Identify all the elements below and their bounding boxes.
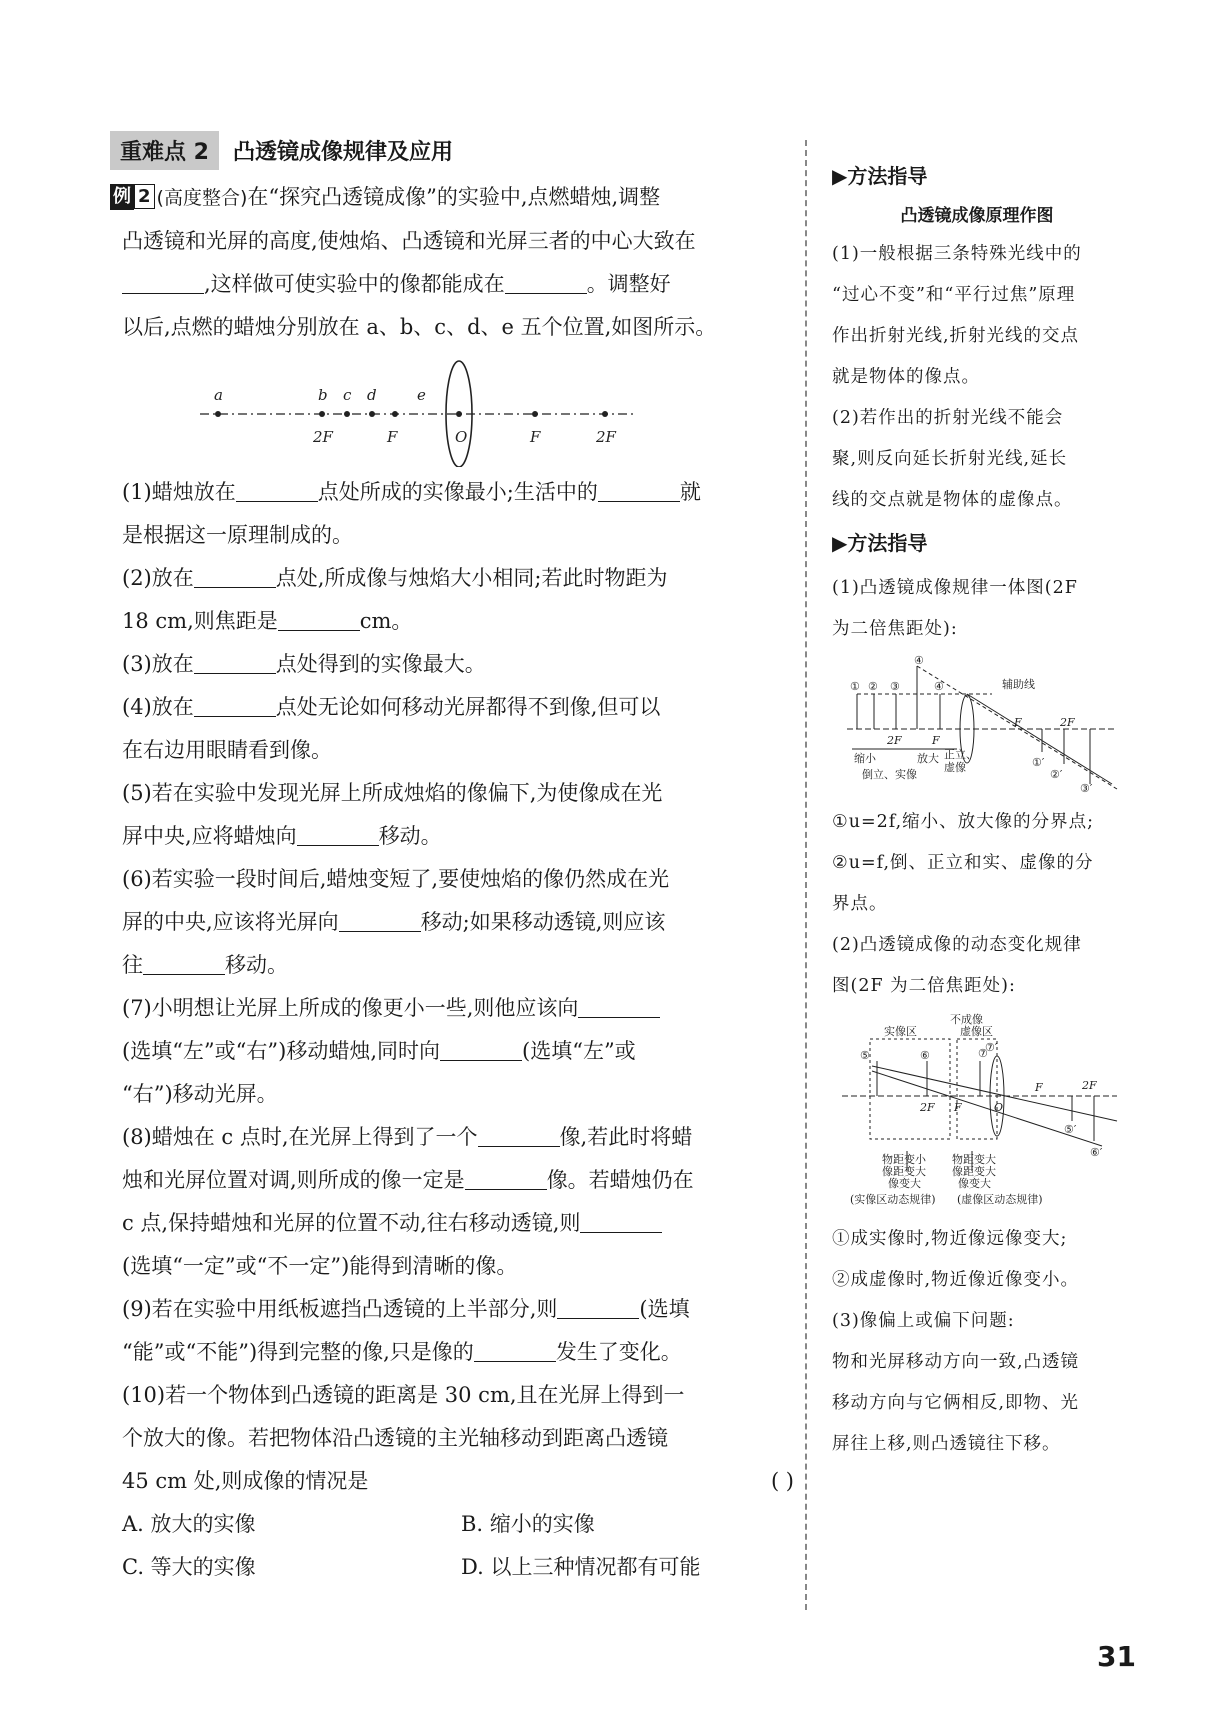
side-text: “过心不变”和“平行过焦”原理 xyxy=(832,285,1076,305)
side-column xyxy=(832,160,1122,1465)
label-2f-right: 2F xyxy=(596,428,616,446)
answer-blank[interactable] xyxy=(122,271,204,294)
point-e xyxy=(392,411,398,417)
question-6-cont: 屏的中央,应该将光屏向 移动;如果移动透镜,则应该 xyxy=(122,910,666,934)
question-4: (4)放在 点处无论如何移动光屏都得不到像,但可以 xyxy=(122,695,661,719)
side-text: 为二倍焦距处): xyxy=(832,619,958,639)
num-3: ③ xyxy=(890,680,900,693)
label-e: e xyxy=(417,386,426,404)
side-text: ②成虚像时,物近像近像变小。 xyxy=(832,1270,1080,1290)
label-2f-right: 2F xyxy=(1060,716,1075,729)
num-5: ⑤ xyxy=(860,1049,870,1062)
point-b xyxy=(319,411,325,417)
dyn-label-2f-right: 2F xyxy=(1082,1079,1097,1092)
point-f-right xyxy=(532,411,538,417)
answer-blank[interactable] xyxy=(194,651,276,674)
question-5: (5)若在实验中发现光屏上所成烛焰的像偏下,为使像成在光 xyxy=(122,781,663,805)
label-o: O xyxy=(455,428,468,446)
right-text-3: 像变大 xyxy=(958,1177,991,1190)
num-1: ① xyxy=(850,680,860,693)
side-text: ①u=2f,缩小、放大像的分界点; xyxy=(832,812,1095,832)
enlarge-label: 放大 xyxy=(917,752,939,765)
left-caption: (实像区动态规律) xyxy=(850,1193,936,1206)
right-text-2: 像距变大 xyxy=(952,1165,996,1178)
answer-blank[interactable] xyxy=(474,1339,556,1362)
virtual-zone-box xyxy=(957,1039,997,1139)
virtual-zone-label: 虚像区 xyxy=(960,1025,993,1038)
real-zone-box xyxy=(870,1039,950,1139)
left-text-1: 物距变小 xyxy=(882,1153,926,1166)
no-image-label: 不成像 xyxy=(950,1013,983,1026)
side-text: 移动方向与它俩相反,即物、光 xyxy=(832,1393,1080,1413)
side-text: (3)像偏上或偏下问题: xyxy=(832,1311,1015,1331)
question-4-cont: 在右边用眼睛看到像。 xyxy=(122,738,332,762)
label-c: c xyxy=(343,386,352,404)
label-a: a xyxy=(214,386,223,404)
side-text: (1)一般根据三条特殊光线中的 xyxy=(832,244,1082,264)
example-intro-2: 凸透镜和光屏的高度,使烛焰、凸透镜和光屏三者的中心大致在 xyxy=(122,229,696,253)
answer-blank[interactable] xyxy=(440,1038,522,1061)
side-text: (2)若作出的折射光线不能会 xyxy=(832,408,1064,428)
question-9-cont: “能”或“不能”)得到完整的像,只是像的 发生了变化。 xyxy=(122,1340,682,1364)
question-10-cont: 个放大的像。若把物体沿凸透镜的主光轴移动到距离凸透镜 xyxy=(122,1426,668,1450)
point-a xyxy=(215,411,221,417)
dynamic-rule-svg xyxy=(832,1011,1122,1211)
method-guide-heading: ▶方法指导 xyxy=(832,164,928,188)
upright-label: 正立、 xyxy=(944,748,977,761)
question-9: (9)若在实验中用纸板遮挡凸透镜的上半部分,则 (选填 xyxy=(122,1297,690,1321)
side-text: 就是物体的像点。 xyxy=(832,367,980,387)
side-text: 界点。 xyxy=(832,894,888,914)
answer-blank[interactable] xyxy=(557,1296,639,1319)
example-number: 2 xyxy=(134,184,155,209)
question-7: (7)小明想让光屏上所成的像更小一些,则他应该向 xyxy=(110,987,800,1030)
answer-bracket[interactable]: ( ) xyxy=(770,1469,794,1493)
label-d: d xyxy=(367,386,377,404)
answer-blank[interactable] xyxy=(598,479,680,502)
side-text: (1)凸透镜成像规律一体图(2F xyxy=(832,578,1078,598)
question-7-cont2: “右”)移动光屏。 xyxy=(122,1082,278,1106)
section-title: 凸透镜成像规律及应用 xyxy=(232,139,453,165)
main-column xyxy=(110,128,800,1589)
option-c[interactable]: C. 等大的实像 xyxy=(122,1555,256,1579)
side-text: ②u=f,倒、正立和实、虚像的分 xyxy=(832,853,1094,873)
point-d xyxy=(369,411,375,417)
answer-blank[interactable] xyxy=(297,823,379,846)
question-8-cont: 烛和光屏位置对调,则所成的像一定是 像。若蜡烛仍在 xyxy=(122,1168,694,1192)
right-text-1: 物距变大 xyxy=(952,1153,996,1166)
dyn-label-2f: 2F xyxy=(920,1101,935,1114)
question-5-cont: 屏中央,应将蜡烛向 移动。 xyxy=(122,824,442,848)
answer-blank[interactable] xyxy=(465,1167,547,1190)
example-intro-3b: 。调整好 xyxy=(586,272,671,296)
label-2f-left: 2F xyxy=(313,428,333,446)
question-7-cont: (选填“左”或“右”)移动蜡烛,同时向 (选填“左”或 xyxy=(122,1039,636,1063)
question-10: (10)若一个物体到凸透镜的距离是 30 cm,且在光屏上得到一 xyxy=(122,1383,685,1407)
aux-label: 辅助线 xyxy=(1002,678,1035,691)
answer-blank[interactable] xyxy=(578,995,660,1018)
side-text: 聚,则反向延长折射光线,延长 xyxy=(832,449,1068,469)
shrink-label: 缩小 xyxy=(854,752,876,765)
lens-position-diagram xyxy=(110,357,800,467)
choices-row-1 xyxy=(110,1503,800,1546)
label-2f: 2F xyxy=(887,734,902,747)
question-2-cont: 18 cm,则焦距是 cm。 xyxy=(122,609,413,633)
example-line-3 xyxy=(110,263,800,306)
point-o xyxy=(456,411,462,417)
label-f-left: F xyxy=(387,428,398,446)
answer-blank[interactable] xyxy=(505,271,587,294)
choices-row-2 xyxy=(110,1546,800,1589)
method-guide-heading-2: ▶方法指导 xyxy=(832,531,928,555)
side-text: 图(2F 为二倍焦距处): xyxy=(832,976,1016,996)
answer-blank[interactable] xyxy=(580,1210,662,1233)
num-6-prime: ⑥′ xyxy=(1090,1146,1103,1159)
option-d[interactable]: D. 以上三种情况都有可能 xyxy=(461,1555,701,1579)
option-b[interactable]: B. 缩小的实像 xyxy=(461,1512,595,1536)
page-number: 31 xyxy=(1097,1640,1136,1673)
dyn-label-f-right: F xyxy=(1035,1081,1043,1094)
num-7: ⑦ xyxy=(978,1047,988,1060)
num-7-prime: ⑦′ xyxy=(985,1041,998,1054)
answer-blank[interactable] xyxy=(143,952,225,975)
side-text: 线的交点就是物体的虚像点。 xyxy=(832,490,1073,510)
num-1-prime: ①′ xyxy=(1032,756,1045,769)
method-guide-subtitle: 凸透镜成像原理作图 xyxy=(900,206,1054,226)
answer-blank[interactable] xyxy=(236,479,318,502)
question-3: (3)放在 点处得到的实像最大。 xyxy=(122,652,486,676)
num-2-prime: ②′ xyxy=(1050,768,1063,781)
option-a[interactable]: A. 放大的实像 xyxy=(122,1512,256,1536)
example-intro-4: 以后,点燃的蜡烛分别放在 a、b、c、d、e 五个位置,如图所示。 xyxy=(122,315,717,339)
num-2: ② xyxy=(868,680,878,693)
question-8-cont3: (选填“一定”或“不一定”)能得到清晰的像。 xyxy=(122,1254,518,1278)
side-text: (2)凸透镜成像的动态变化规律 xyxy=(832,935,1082,955)
right-caption: (虚像区动态规律) xyxy=(957,1193,1043,1206)
dyn-label-f: F xyxy=(954,1101,962,1114)
virtual-label: 虚像 xyxy=(944,761,966,774)
answer-blank[interactable] xyxy=(194,565,276,588)
side-text: 作出折射光线,折射光线的交点 xyxy=(832,326,1080,346)
question-10-cont2: 45 cm 处,则成像的情况是 ( ) xyxy=(110,1460,800,1503)
label-f: F xyxy=(932,734,940,747)
num-4: ④ xyxy=(934,680,944,693)
label-b: b xyxy=(318,386,328,404)
imaging-rule-diagram xyxy=(832,654,1122,798)
example-badge: 例 xyxy=(110,184,134,210)
question-8: (8)蜡烛在 c 点时,在光屏上得到了一个 像,若此时将蜡 xyxy=(122,1125,693,1149)
num-4-top: ④ xyxy=(914,654,924,667)
point-2f-right xyxy=(602,411,608,417)
example-line-1 xyxy=(110,176,800,220)
section-tag: 重难点 2 xyxy=(110,131,219,170)
answer-blank[interactable] xyxy=(339,909,421,932)
dynamic-rule-diagram xyxy=(832,1011,1122,1215)
imaging-rule-svg xyxy=(832,654,1122,794)
question-8-cont2: c 点,保持蜡烛和光屏的位置不动,往右移动透镜,则 xyxy=(110,1202,800,1245)
question-2: (2)放在 点处,所成像与烛焰大小相同;若此时物距为 xyxy=(122,566,668,590)
label-f-right: F xyxy=(530,428,541,446)
side-text: 物和光屏移动方向一致,凸透镜 xyxy=(832,1352,1080,1372)
answer-blank[interactable] xyxy=(278,608,360,631)
lens-axis-svg xyxy=(110,357,800,467)
answer-blank[interactable] xyxy=(194,694,276,717)
answer-blank[interactable] xyxy=(478,1124,560,1147)
point-c xyxy=(344,411,350,417)
example-source: (高度整合) xyxy=(156,187,248,209)
left-text-2: 像距变大 xyxy=(882,1165,926,1178)
section-header xyxy=(110,128,800,172)
num-6: ⑥ xyxy=(920,1049,930,1062)
side-text: ①成实像时,物近像远像变大; xyxy=(832,1229,1068,1249)
inverted-label: 倒立、实像 xyxy=(862,768,917,781)
dyn-label-o: O xyxy=(994,1101,1004,1114)
column-divider xyxy=(805,140,807,1610)
num-5-prime: ⑤′ xyxy=(1064,1123,1077,1136)
side-text: 屏往上移,则凸透镜往下移。 xyxy=(832,1434,1061,1454)
real-zone-label: 实像区 xyxy=(884,1025,917,1038)
question-6: (6)若实验一段时间后,蜡烛变短了,要使烛焰的像仍然成在光 xyxy=(122,867,670,891)
left-text-3: 像变大 xyxy=(888,1177,921,1190)
question-6-cont2: 往 移动。 xyxy=(122,953,288,977)
num-3-prime: ③′ xyxy=(1080,782,1093,794)
example-intro-3a: ,这样做可使实验中的像都能成在 xyxy=(204,272,505,296)
question-1: (1)蜡烛放在 点处所成的实像最小;生活中的 就 xyxy=(122,480,701,504)
question-1-cont: 是根据这一原理制成的。 xyxy=(122,523,353,547)
label-f-right: F xyxy=(1014,716,1022,729)
example-intro-1: 在“探究凸透镜成像”的实验中,点燃蜡烛,调整 xyxy=(247,185,661,209)
